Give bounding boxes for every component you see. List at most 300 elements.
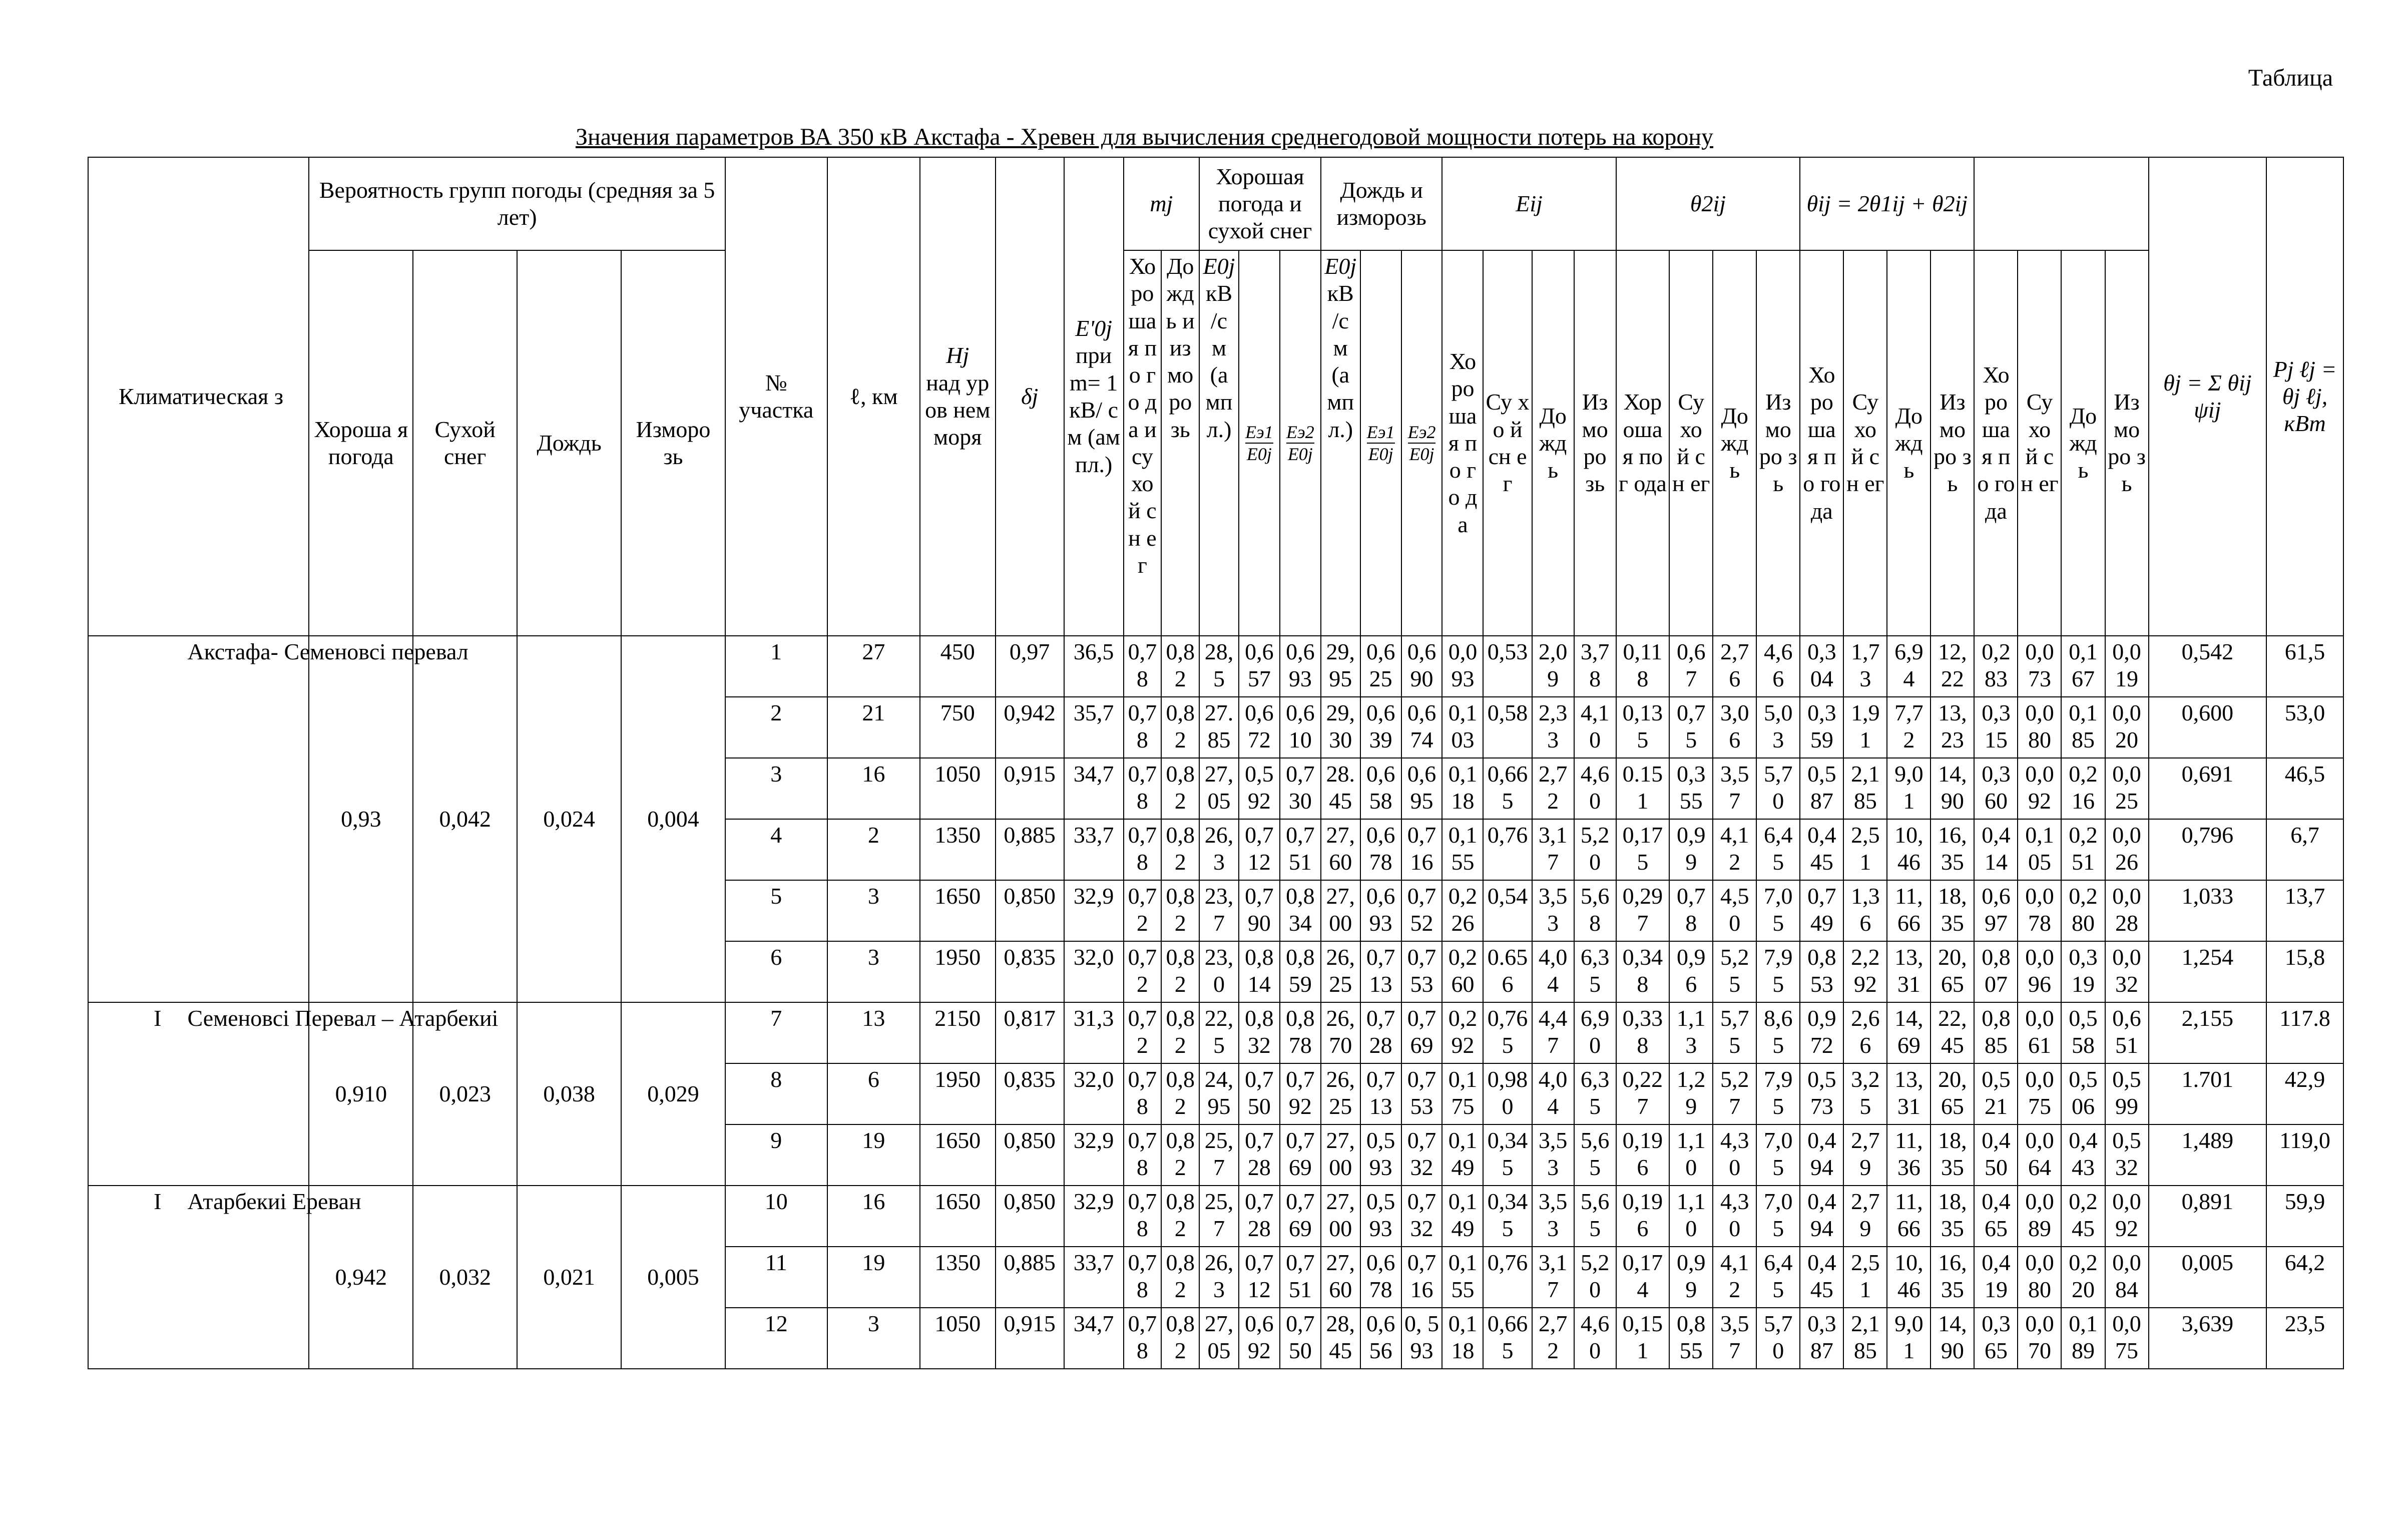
table-cell: 1,73 [1843, 636, 1887, 697]
table-cell: 3,53 [1532, 1124, 1574, 1186]
table-cell: 0,915 [996, 1308, 1064, 1369]
table-cell: 6 [827, 1063, 920, 1124]
table-cell: 4,60 [1574, 1308, 1616, 1369]
power-header: Pj ℓj = θj ℓj, кВт [2266, 157, 2343, 636]
theta2-header: θ2ij [1616, 157, 1800, 250]
table-cell: 0,82 [1161, 819, 1199, 880]
table-cell: 0,915 [996, 758, 1064, 819]
table-cell: 0,695 [1401, 758, 1442, 819]
table-cell: 27.85 [1199, 697, 1239, 758]
table-cell: 0,532 [2105, 1124, 2149, 1186]
good-weather-header: Хороша я погода [309, 250, 413, 636]
zone-number [88, 636, 162, 1002]
table-cell: 0,070 [2018, 1308, 2061, 1369]
table-cell: 0,625 [1360, 636, 1401, 697]
table-cell: 0,78 [1124, 1186, 1162, 1247]
zone-prob-frost: 0,005 [621, 1186, 725, 1369]
table-cell: 0,817 [996, 1002, 1064, 1063]
table-cell: 0,593 [1360, 1124, 1401, 1186]
theta-header: θij = 2θ1ij + θ2ij [1800, 157, 1974, 250]
table-cell: 11,66 [1887, 880, 1931, 941]
table-cell: 0,494 [1800, 1124, 1843, 1186]
table-cell: 0,080 [2018, 1247, 2061, 1308]
table-cell: 0,105 [2018, 819, 2061, 880]
table-cell: 0,419 [1974, 1247, 2018, 1308]
table-cell: 0,355 [1669, 758, 1713, 819]
table-cell: 0,587 [1800, 758, 1843, 819]
table-cell: 0,891 [2149, 1186, 2267, 1247]
table-cell: 25,7 [1199, 1124, 1239, 1186]
table-cell: 0,82 [1161, 1247, 1199, 1308]
table-cell: 2,09 [1532, 636, 1574, 697]
table-cell: 26,3 [1199, 819, 1239, 880]
zone-header: Климатическая з [88, 157, 309, 636]
table-cell: 27,60 [1321, 1247, 1360, 1308]
table-cell: 27,00 [1321, 1124, 1360, 1186]
table-cell: 2,51 [1843, 1247, 1887, 1308]
table-cell: 33,7 [1064, 1247, 1124, 1308]
table-cell: 0,280 [2061, 880, 2105, 941]
table-cell: 0,365 [1974, 1308, 2018, 1369]
table-cell: 0,135 [1616, 697, 1670, 758]
table-cell: 53,0 [2266, 697, 2343, 758]
psi-rain-header: До жд ь [2061, 250, 2105, 636]
table-cell: 22,5 [1199, 1002, 1239, 1063]
zone-prob-frost: 0,004 [621, 636, 725, 1002]
table-cell: 5,20 [1574, 1247, 1616, 1308]
theta2-frost-header: Из мо ро зь [1756, 250, 1800, 636]
table-cell: 0,075 [2018, 1063, 2061, 1124]
table-cell: 0,227 [1616, 1063, 1670, 1124]
table-cell: 3,25 [1843, 1063, 1887, 1124]
table-cell: 0,445 [1800, 819, 1843, 880]
table-cell: 0,99 [1669, 819, 1713, 880]
table-cell: 0,251 [2061, 819, 2105, 880]
table-cell: 5 [725, 880, 827, 941]
table-cell: 31,3 [1064, 1002, 1124, 1063]
table-cell: 27,05 [1199, 1308, 1239, 1369]
table-cell: 5,25 [1713, 941, 1756, 1002]
table-cell: 0,82 [1161, 1063, 1199, 1124]
zone-name: Атарбекиі Ереван [162, 1186, 309, 1369]
psi-frost-header: Из мо ро зь [2105, 250, 2149, 636]
table-cell: 0,728 [1360, 1002, 1401, 1063]
table-cell: 0,149 [1442, 1124, 1483, 1186]
table-cell: 26,25 [1321, 1063, 1360, 1124]
e-ratio2-good-header: $\frac{Eэ2}{E0j}$ [1280, 250, 1321, 636]
table-cell: 0,599 [2105, 1063, 2149, 1124]
table-cell: 2 [827, 819, 920, 880]
table-cell: 1,254 [2149, 941, 2267, 1002]
table-cell: 18,35 [1931, 1124, 1974, 1186]
table-cell: 6,45 [1756, 1247, 1800, 1308]
table-cell: 0,593 [1360, 1186, 1401, 1247]
table-cell: 27 [827, 636, 920, 697]
dry-snow-header: Сухой снег [413, 250, 517, 636]
table-cell: 0,853 [1800, 941, 1843, 1002]
table-cell: 64,2 [2266, 1247, 2343, 1308]
table-cell: 6,35 [1574, 941, 1616, 1002]
table-cell: 0,76 [1483, 819, 1532, 880]
table-cell: 0,751 [1280, 819, 1321, 880]
table-cell: 32,9 [1064, 1124, 1124, 1186]
table-cell: 0,713 [1360, 1063, 1401, 1124]
table-cell: 8 [725, 1063, 827, 1124]
table-cell: 0,032 [2105, 941, 2149, 1002]
table-cell: 0,658 [1360, 758, 1401, 819]
table-cell: 1.701 [2149, 1063, 2267, 1124]
table-cell: 19 [827, 1247, 920, 1308]
table-cell: 1,033 [2149, 880, 2267, 941]
table-cell: 26,3 [1199, 1247, 1239, 1308]
table-cell: 4,60 [1574, 758, 1616, 819]
table-cell: 0,610 [1280, 697, 1321, 758]
table-cell: 0,678 [1360, 819, 1401, 880]
table-cell: 0.151 [1616, 758, 1670, 819]
table-cell: 0,78 [1124, 1308, 1162, 1369]
table-cell: 0,315 [1974, 697, 2018, 758]
table-cell: 4,10 [1574, 697, 1616, 758]
table-cell: 32,0 [1064, 941, 1124, 1002]
table-cell: 1,13 [1669, 1002, 1713, 1063]
table-cell: 4,12 [1713, 819, 1756, 880]
table-cell: 0,885 [996, 1247, 1064, 1308]
table-cell: 4,30 [1713, 1186, 1756, 1247]
table-cell: 0,712 [1239, 1247, 1280, 1308]
table-cell: 5,65 [1574, 1124, 1616, 1186]
table-cell: 0,345 [1483, 1124, 1532, 1186]
table-cell: 13,31 [1887, 1063, 1931, 1124]
table-cell: 28.45 [1321, 758, 1360, 819]
table-cell: 1,36 [1843, 880, 1887, 941]
table-cell: 0,558 [2061, 1002, 2105, 1063]
table-cell: 0,118 [1442, 758, 1483, 819]
table-row [88, 636, 2343, 697]
table-cell: 0,118 [1616, 636, 1670, 697]
table-cell: 0,796 [2149, 819, 2267, 880]
table-cell: 0,304 [1800, 636, 1843, 697]
height-header [920, 157, 996, 636]
table-cell: 1950 [920, 941, 996, 1002]
table-cell: 6,94 [1887, 636, 1931, 697]
table-row [88, 1186, 2343, 1247]
table-body [88, 636, 2343, 1369]
table-cell: 0,835 [996, 941, 1064, 1002]
zone-prob-rain: 0,021 [517, 1186, 621, 1369]
table-cell: 0,175 [1616, 819, 1670, 880]
table-cell: 0,414 [1974, 819, 2018, 880]
table-cell: 1650 [920, 1186, 996, 1247]
table-row [88, 1002, 2343, 1063]
frost-header: Изморо зь [621, 250, 725, 636]
table-cell: 7,95 [1756, 941, 1800, 1002]
table-cell: 1350 [920, 1247, 996, 1308]
table-cell: 6 [725, 941, 827, 1002]
table-cell: 1650 [920, 880, 996, 941]
table-cell: 16,35 [1931, 1247, 1974, 1308]
table-cell: 3,639 [2149, 1308, 2267, 1369]
psi-good-header: Хо ро ша я по го да [1974, 250, 2018, 636]
table-cell: 0.656 [1483, 941, 1532, 1002]
table-cell: 0,080 [2018, 697, 2061, 758]
table-cell: 4,30 [1713, 1124, 1756, 1186]
table-cell: 0,028 [2105, 880, 2149, 941]
table-cell: 4,04 [1532, 1063, 1574, 1124]
table-cell: 9 [725, 1124, 827, 1186]
table-cell: 0,850 [996, 880, 1064, 941]
zone-number: I [88, 1186, 162, 1369]
table-cell: 23,0 [1199, 941, 1239, 1002]
zone-prob-good: 0,93 [309, 636, 413, 1002]
table-cell: 13,7 [2266, 880, 2343, 941]
table-cell: 0,573 [1800, 1063, 1843, 1124]
table-cell: 0,151 [1616, 1308, 1670, 1369]
rain-header: Дождь [517, 250, 621, 636]
eij-dry-header: Су хо й сн ег [1483, 250, 1532, 636]
table-cell: 59,9 [2266, 1186, 2343, 1247]
table-cell: 0,167 [2061, 636, 2105, 697]
table-cell: 10 [725, 1186, 827, 1247]
table-cell: 2150 [920, 1002, 996, 1063]
table-cell: 2,79 [1843, 1186, 1887, 1247]
table-cell: 0,026 [2105, 819, 2149, 880]
table-cell: 0,82 [1161, 697, 1199, 758]
table-cell: 34,7 [1064, 758, 1124, 819]
zone-prob-good: 0,942 [309, 1186, 413, 1369]
table-cell: 32,0 [1064, 1063, 1124, 1124]
table-cell: 0,728 [1239, 1124, 1280, 1186]
table-cell: 20,65 [1931, 1063, 1974, 1124]
table-cell: 0,672 [1239, 697, 1280, 758]
zone-prob-dry: 0,042 [413, 636, 517, 1002]
table-cell: 11,36 [1887, 1124, 1931, 1186]
theta2-rain-header: До жд ь [1713, 250, 1756, 636]
table-cell: 0,730 [1280, 758, 1321, 819]
section-number-header: № участка [725, 157, 827, 636]
table-cell: 7,95 [1756, 1063, 1800, 1124]
table-cell: 0,972 [1800, 1002, 1843, 1063]
table-cell: 7,05 [1756, 880, 1800, 941]
table-cell: 119,0 [2266, 1124, 2343, 1186]
table-cell: 0,260 [1442, 941, 1483, 1002]
table-cell: 2,66 [1843, 1002, 1887, 1063]
table-cell: 0,716 [1401, 819, 1442, 880]
table-cell: 0,450 [1974, 1124, 2018, 1186]
table-cell: 0,832 [1239, 1002, 1280, 1063]
table-cell: 0,67 [1669, 636, 1713, 697]
table-cell: 0,174 [1616, 1247, 1670, 1308]
e-ratio2-rain-header: $\frac{Eэ2}{E0j}$ [1401, 250, 1442, 636]
table-cell: 0,58 [1483, 697, 1532, 758]
table-cell: 0,092 [2105, 1186, 2149, 1247]
table-cell: 13,31 [1887, 941, 1931, 1002]
table-cell: 23,5 [2266, 1308, 2343, 1369]
table-cell: 0,319 [2061, 941, 2105, 1002]
table-cell: 32,9 [1064, 880, 1124, 941]
table-cell: 0,020 [2105, 697, 2149, 758]
table-cell: 1,91 [1843, 697, 1887, 758]
table-cell: 0,807 [1974, 941, 2018, 1002]
table-cell: 2,79 [1843, 1124, 1887, 1186]
table-cell: 0,657 [1239, 636, 1280, 697]
theta-frost-header: Из мо ро зь [1931, 250, 1974, 636]
table-cell: 5,68 [1574, 880, 1616, 941]
table-cell: 0,445 [1800, 1247, 1843, 1308]
e0j-good-header: E0j кВ /с м (а мп л.) [1199, 250, 1239, 636]
table-cell: 19 [827, 1124, 920, 1186]
zone-name: Акстафа- Семеновсі перевал [162, 636, 309, 1002]
table-cell: 0,78 [1124, 1124, 1162, 1186]
table-cell: 5,20 [1574, 819, 1616, 880]
e-ratio1-rain-header: $\frac{Eэ1}{E0j}$ [1360, 250, 1401, 636]
table-cell: 0,82 [1161, 1002, 1199, 1063]
table-cell: 25,7 [1199, 1186, 1239, 1247]
table-cell: 0,592 [1239, 758, 1280, 819]
theta-good-header: Хо ро ша я по го да [1800, 250, 1843, 636]
zone-name: Семеновсі Перевал – Атарбекиі [162, 1002, 309, 1186]
zone-prob-good: 0,910 [309, 1002, 413, 1186]
table-cell: 26,25 [1321, 941, 1360, 1002]
e0j-rain-header: E0j кВ /с м (а мп л.) [1321, 250, 1360, 636]
table-cell: 0,72 [1124, 941, 1162, 1002]
table-cell: 0,656 [1360, 1308, 1401, 1369]
table-cell: 29,95 [1321, 636, 1360, 697]
table-cell: 27,60 [1321, 819, 1360, 880]
table-cell: 3 [827, 941, 920, 1002]
table-cell: 0,025 [2105, 758, 2149, 819]
table-cell: 0,292 [1442, 1002, 1483, 1063]
table-cell: 1650 [920, 1124, 996, 1186]
table-cell: 26,70 [1321, 1002, 1360, 1063]
table-cell: 3,17 [1532, 1247, 1574, 1308]
table-cell: 0,716 [1401, 1247, 1442, 1308]
table-cell: 0,019 [2105, 636, 2149, 697]
table-cell: 1,489 [2149, 1124, 2267, 1186]
table-cell: 0,82 [1161, 636, 1199, 697]
table-title: Значения параметров ВА 350 кВ Акстафа - Хревен для вычисления среднегодовой мощности потерь на корону [576, 124, 1714, 150]
table-cell: 0,220 [2061, 1247, 2105, 1308]
table-cell: 0,465 [1974, 1186, 2018, 1247]
table-cell: 2,72 [1532, 758, 1574, 819]
table-cell: 0,348 [1616, 941, 1670, 1002]
table-cell: 5,70 [1756, 758, 1800, 819]
table-cell: 0,728 [1239, 1186, 1280, 1247]
zone-prob-rain: 0,038 [517, 1002, 621, 1186]
table-cell: 0,99 [1669, 1247, 1713, 1308]
table-cell: 29,30 [1321, 697, 1360, 758]
table-cell: 0,075 [2105, 1308, 2149, 1369]
table-cell: 16 [827, 758, 920, 819]
table-cell: 4,04 [1532, 941, 1574, 1002]
table-cell: 5,65 [1574, 1186, 1616, 1247]
table-cell: 0,155 [1442, 1247, 1483, 1308]
table-cell: 0,859 [1280, 941, 1321, 1002]
table-cell: 28,5 [1199, 636, 1239, 697]
table-cell: 0,155 [1442, 819, 1483, 880]
rain-frost-header: Дождь и изморозь [1321, 157, 1442, 250]
table-cell: 4,66 [1756, 636, 1800, 697]
zone-number: I [88, 1002, 162, 1186]
table-cell: 0,96 [1669, 941, 1713, 1002]
table-cell: 0,226 [1442, 880, 1483, 941]
table-cell: 27,05 [1199, 758, 1239, 819]
height-label: над уров нем моря [925, 369, 991, 450]
table-cell: 0,78 [1124, 697, 1162, 758]
table-cell: 0,678 [1360, 1247, 1401, 1308]
zone-prob-frost: 0,029 [621, 1002, 725, 1186]
table-cell: 46,5 [2266, 758, 2343, 819]
table-cell: 0,073 [2018, 636, 2061, 697]
table-cell: 61,5 [2266, 636, 2343, 697]
table-cell: 12 [725, 1308, 827, 1369]
table-cell: 0,093 [1442, 636, 1483, 697]
table-cell: 27,00 [1321, 880, 1360, 941]
table-cell: 13 [827, 1002, 920, 1063]
table-cell: 6,35 [1574, 1063, 1616, 1124]
table-cell: 0,792 [1280, 1063, 1321, 1124]
table-cell: 14,90 [1931, 1308, 1974, 1369]
table-cell: 0,765 [1483, 1002, 1532, 1063]
e-ratio1-good-header: $\frac{Eэ1}{E0j}$ [1239, 250, 1280, 636]
table-cell: 4,50 [1713, 880, 1756, 941]
psi-dry-header: Су хо й сн ег [2018, 250, 2061, 636]
table-cell: 0,196 [1616, 1186, 1670, 1247]
table-cell: 0,443 [2061, 1124, 2105, 1186]
table-cell: 0,82 [1161, 1124, 1199, 1186]
table-cell: 1,29 [1669, 1063, 1713, 1124]
table-cell: 0,78 [1124, 758, 1162, 819]
table-cell: 0,78 [1124, 636, 1162, 697]
table-cell: 0,061 [2018, 1002, 2061, 1063]
table-cell: 32,9 [1064, 1186, 1124, 1247]
table-cell: 0,338 [1616, 1002, 1670, 1063]
table-cell: 0,769 [1280, 1124, 1321, 1186]
table-cell: 0,750 [1239, 1063, 1280, 1124]
table-cell: 7,05 [1756, 1124, 1800, 1186]
table-cell: 0,521 [1974, 1063, 2018, 1124]
table-cell: 3,06 [1713, 697, 1756, 758]
table-cell: 6,90 [1574, 1002, 1616, 1063]
table-cell: 6,45 [1756, 819, 1800, 880]
zone-prob-dry: 0,023 [413, 1002, 517, 1186]
table-cell: 0,690 [1401, 636, 1442, 697]
e0-label: при m= 1 кВ/ см (ам пл.) [1067, 342, 1120, 477]
table-cell: 0,297 [1616, 880, 1670, 941]
table-cell: 0,697 [1974, 880, 2018, 941]
table-cell: 4,12 [1713, 1247, 1756, 1308]
table-cell: 0,78 [1124, 1247, 1162, 1308]
mj-rain-header: До жд ь и из мо ро зь [1161, 250, 1199, 636]
table-cell: 0,096 [2018, 941, 2061, 1002]
table-cell: 2,292 [1843, 941, 1887, 1002]
table-label: Таблица [2248, 65, 2333, 91]
e0-header [1064, 157, 1124, 636]
table-cell: 4 [725, 819, 827, 880]
table-cell: 450 [920, 636, 996, 697]
table-cell: 0,196 [1616, 1124, 1670, 1186]
table-cell: 14,90 [1931, 758, 1974, 819]
table-cell: 7,05 [1756, 1186, 1800, 1247]
table-cell: 10,46 [1887, 1247, 1931, 1308]
table-cell: 9,01 [1887, 1308, 1931, 1369]
table-cell: 0,185 [2061, 697, 2105, 758]
table-cell: 36,5 [1064, 636, 1124, 697]
table-cell: 0,175 [1442, 1063, 1483, 1124]
table-cell: 1,10 [1669, 1186, 1713, 1247]
table-cell: 0,855 [1669, 1308, 1713, 1369]
table-cell: 0,753 [1401, 1063, 1442, 1124]
table-cell: 0,360 [1974, 758, 2018, 819]
